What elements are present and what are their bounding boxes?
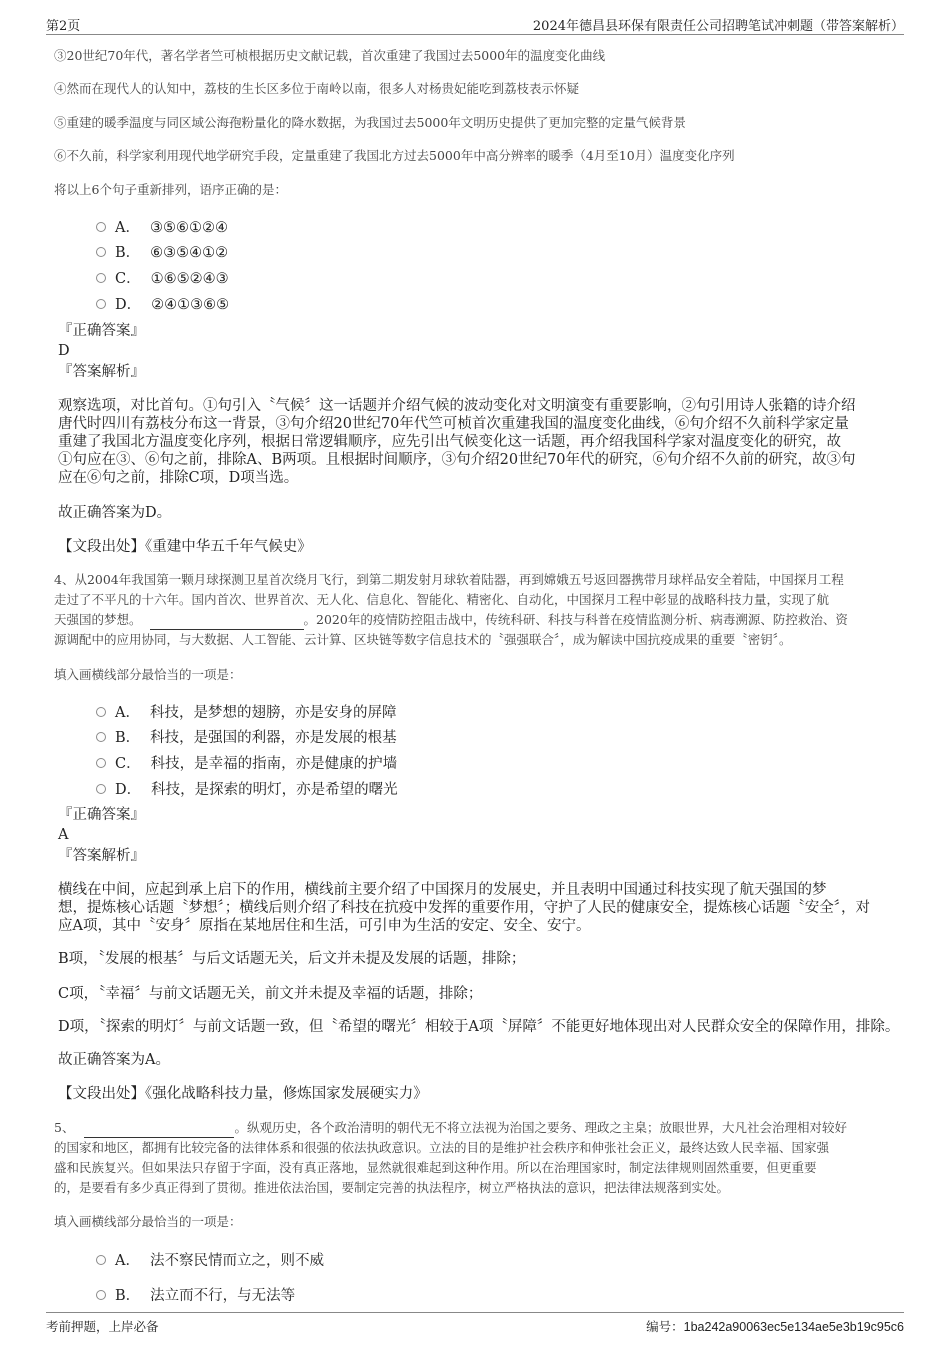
q3-sentence-4: ④然而在现代人的认知中，荔枝的生长区多位于南岭以南，很多人对杨贵妃能吃到荔枝表示怀疑 (54, 81, 580, 96)
q4-stem-line: 天强国的梦想。 。2020年的疫情防控阻击战中，传统科研、科技与科普在疫情监测分析、病毒溯源、防控救治、资 (54, 610, 848, 630)
document-serial: 编号：1ba242a90063ec5e134ae5e3b19c95c6 (646, 1319, 904, 1334)
q4-conclusion: 故正确答案为A。 (58, 1052, 170, 1068)
q3-prompt: 将以上6个句子重新排列，语序正确的是： (54, 182, 287, 197)
radio-icon[interactable] (96, 1290, 106, 1300)
q3-analysis-line: ①句应在③、⑥句之前，排除A、B两项。且根据时间顺序，③句介绍20世纪70年代的研究，⑥句介绍不久前的研究，故③句 (58, 452, 856, 468)
q4-analysis-b: B项，〝发展的根基〞与后文话题无关，后文并未提及发展的话题，排除； (58, 951, 526, 967)
q5-stem-line: 的，是要看有多少真正得到了贯彻。推进依法治国，要制定完善的执法程序，树立严格执法的意识，把法律法规落到实处。 (54, 1180, 730, 1195)
q3-analysis-heading: 『答案解析』 (58, 364, 145, 380)
q4-analysis-line: 横线在中间，应起到承上启下的作用，横线前主要介绍了中国探月的发展史，并且表明中国通过科技实现了航天强国的梦 (58, 882, 827, 898)
q4-source (58, 1085, 428, 1104)
q3-sentence-5: ⑤重建的暖季温度与同区域公海孢粉量化的降水数据，为我国过去5000年文明历史提供了更加完整的定量气候背景 (54, 115, 686, 130)
page-footer (46, 1312, 904, 1335)
radio-icon[interactable] (96, 273, 106, 283)
q3-analysis-line: 应在⑥句之前，排除C项，D项当选。 (58, 470, 299, 486)
q4-analysis-c: C项，〝幸福〞与前文话题无关，前文并未提及幸福的话题，排除； (58, 986, 483, 1002)
q5-stem-line: 的国家和地区，都拥有比较完备的法律体系和很强的依法执政意识。立法的目的是维护社会秩序和伸张社会正义，最终达致人民幸福、国家强 (54, 1140, 830, 1155)
source-label: 【文段出处】 (58, 539, 145, 555)
q3-answer: D (58, 343, 70, 359)
radio-icon[interactable] (96, 1255, 106, 1265)
q4-stem-line: 4、从2004年我国第一颗月球探测卫星首次绕月飞行，到第二期发射月球软着陆器，再到嫦娥五号返回器携带月球样品安全着陆，中国探月工程 (54, 572, 844, 587)
source-title: 《重建中华五千年气候史》 (145, 539, 312, 555)
fill-blank (84, 1123, 234, 1138)
radio-icon[interactable] (96, 758, 106, 768)
q3-conclusion: 故正确答案为D。 (58, 505, 172, 521)
q4-answer: A (58, 827, 69, 843)
q5-stem-line: 5、 。纵观历史，各个政治清明的朝代无不将立法视为治国之要务、理政之主臬；放眼世界，大凡社会治理相对较好 (54, 1118, 847, 1138)
q3-sentence-3: ③20世纪70年代，著名学者竺可桢根据历史文献记载，首次重建了我国过去5000年的温度变化曲线 (54, 48, 606, 63)
radio-icon[interactable] (96, 247, 106, 257)
radio-icon[interactable] (96, 222, 106, 232)
page-header (46, 14, 904, 35)
q5-prompt: 填入画横线部分最恰当的一项是： (54, 1214, 242, 1229)
document-title: 2024年德昌县环保有限责任公司招聘笔试冲刺题（带答案解析） (532, 19, 904, 34)
q4-analysis-heading: 『答案解析』 (58, 848, 145, 864)
q3-answer-heading: 『正确答案』 (58, 323, 145, 339)
q3-sentence-6: ⑥不久前，科学家利用现代地学研究手段，定量重建了我国北方过去5000年中高分辨率的暖季（4月至10月）温度变化序列 (54, 148, 735, 163)
q5-stem-line: 盛和民族复兴。但如果法只存留于字面，没有真正落地，显然就很难起到这种作用。所以在治理国家时，制定法律规则固然重要，但更重要 (54, 1160, 817, 1175)
q4-prompt: 填入画横线部分最恰当的一项是： (54, 667, 242, 682)
q3-analysis-line: 重建了我国北方温度变化序列，根据日常逻辑顺序，应先引出气候变化这一话题，再介绍我国科学家对温度变化的研究，故 (58, 434, 841, 450)
radio-icon[interactable] (96, 707, 106, 717)
radio-icon[interactable] (96, 732, 106, 742)
q4-analysis-line: 想，提炼核心话题〝梦想〞；横线后则介绍了科技在抗疫中发挥的重要作用，守护了人民的健康安全，提炼核心话题〝安全〞，对 (58, 900, 870, 916)
source-label: 【文段出处】 (58, 1086, 145, 1102)
q4-stem-line: 源调配中的应用协同，与大数据、人工智能、云计算、区块链等数字信息技术的〝强强联合〞，成为解读中国抗疫成果的重要〝密钥〞。 (54, 632, 792, 647)
footer-slogan: 考前押题，上岸必备 (46, 1319, 159, 1334)
q3-source (58, 538, 312, 557)
radio-icon[interactable] (96, 299, 106, 309)
q4-stem-line: 走过了不平凡的十六年。国内首次、世界首次、无人化、信息化、智能化、精密化、自动化，中国探月工程中彰显的战略科技力量，实现了航 (54, 592, 830, 607)
q3-analysis-line: 观察选项，对比首句。①句引入〝气候〞这一话题并介绍气候的波动变化对文明演变有重要影响，②句引用诗人张籍的诗介绍 (58, 398, 856, 414)
q4-analysis-d: D项，〝探索的明灯〞与前文话题一致，但〝希望的曙光〞相较于A项〝屏障〞不能更好地体现出对人民群众安全的保障作用，排除。 (58, 1019, 900, 1035)
q4-answer-heading: 『正确答案』 (58, 807, 145, 823)
source-title: 《强化战略科技力量，修炼国家发展硬实力》 (145, 1086, 428, 1102)
fill-blank (150, 615, 304, 630)
q3-analysis-line: 唐代时四川有荔枝分布这一背景，③句介绍20世纪70年代竺可桢首次重建我国的温度变化曲线，⑥句介绍不久前科学家定量 (58, 416, 849, 432)
page-number: 第2页 (46, 19, 81, 34)
radio-icon[interactable] (96, 784, 106, 794)
q4-analysis-line: 应A项，其中〝安身〞原指在某地居住和生活，可引申为生活的安定、安全、安宁。 (58, 918, 591, 934)
